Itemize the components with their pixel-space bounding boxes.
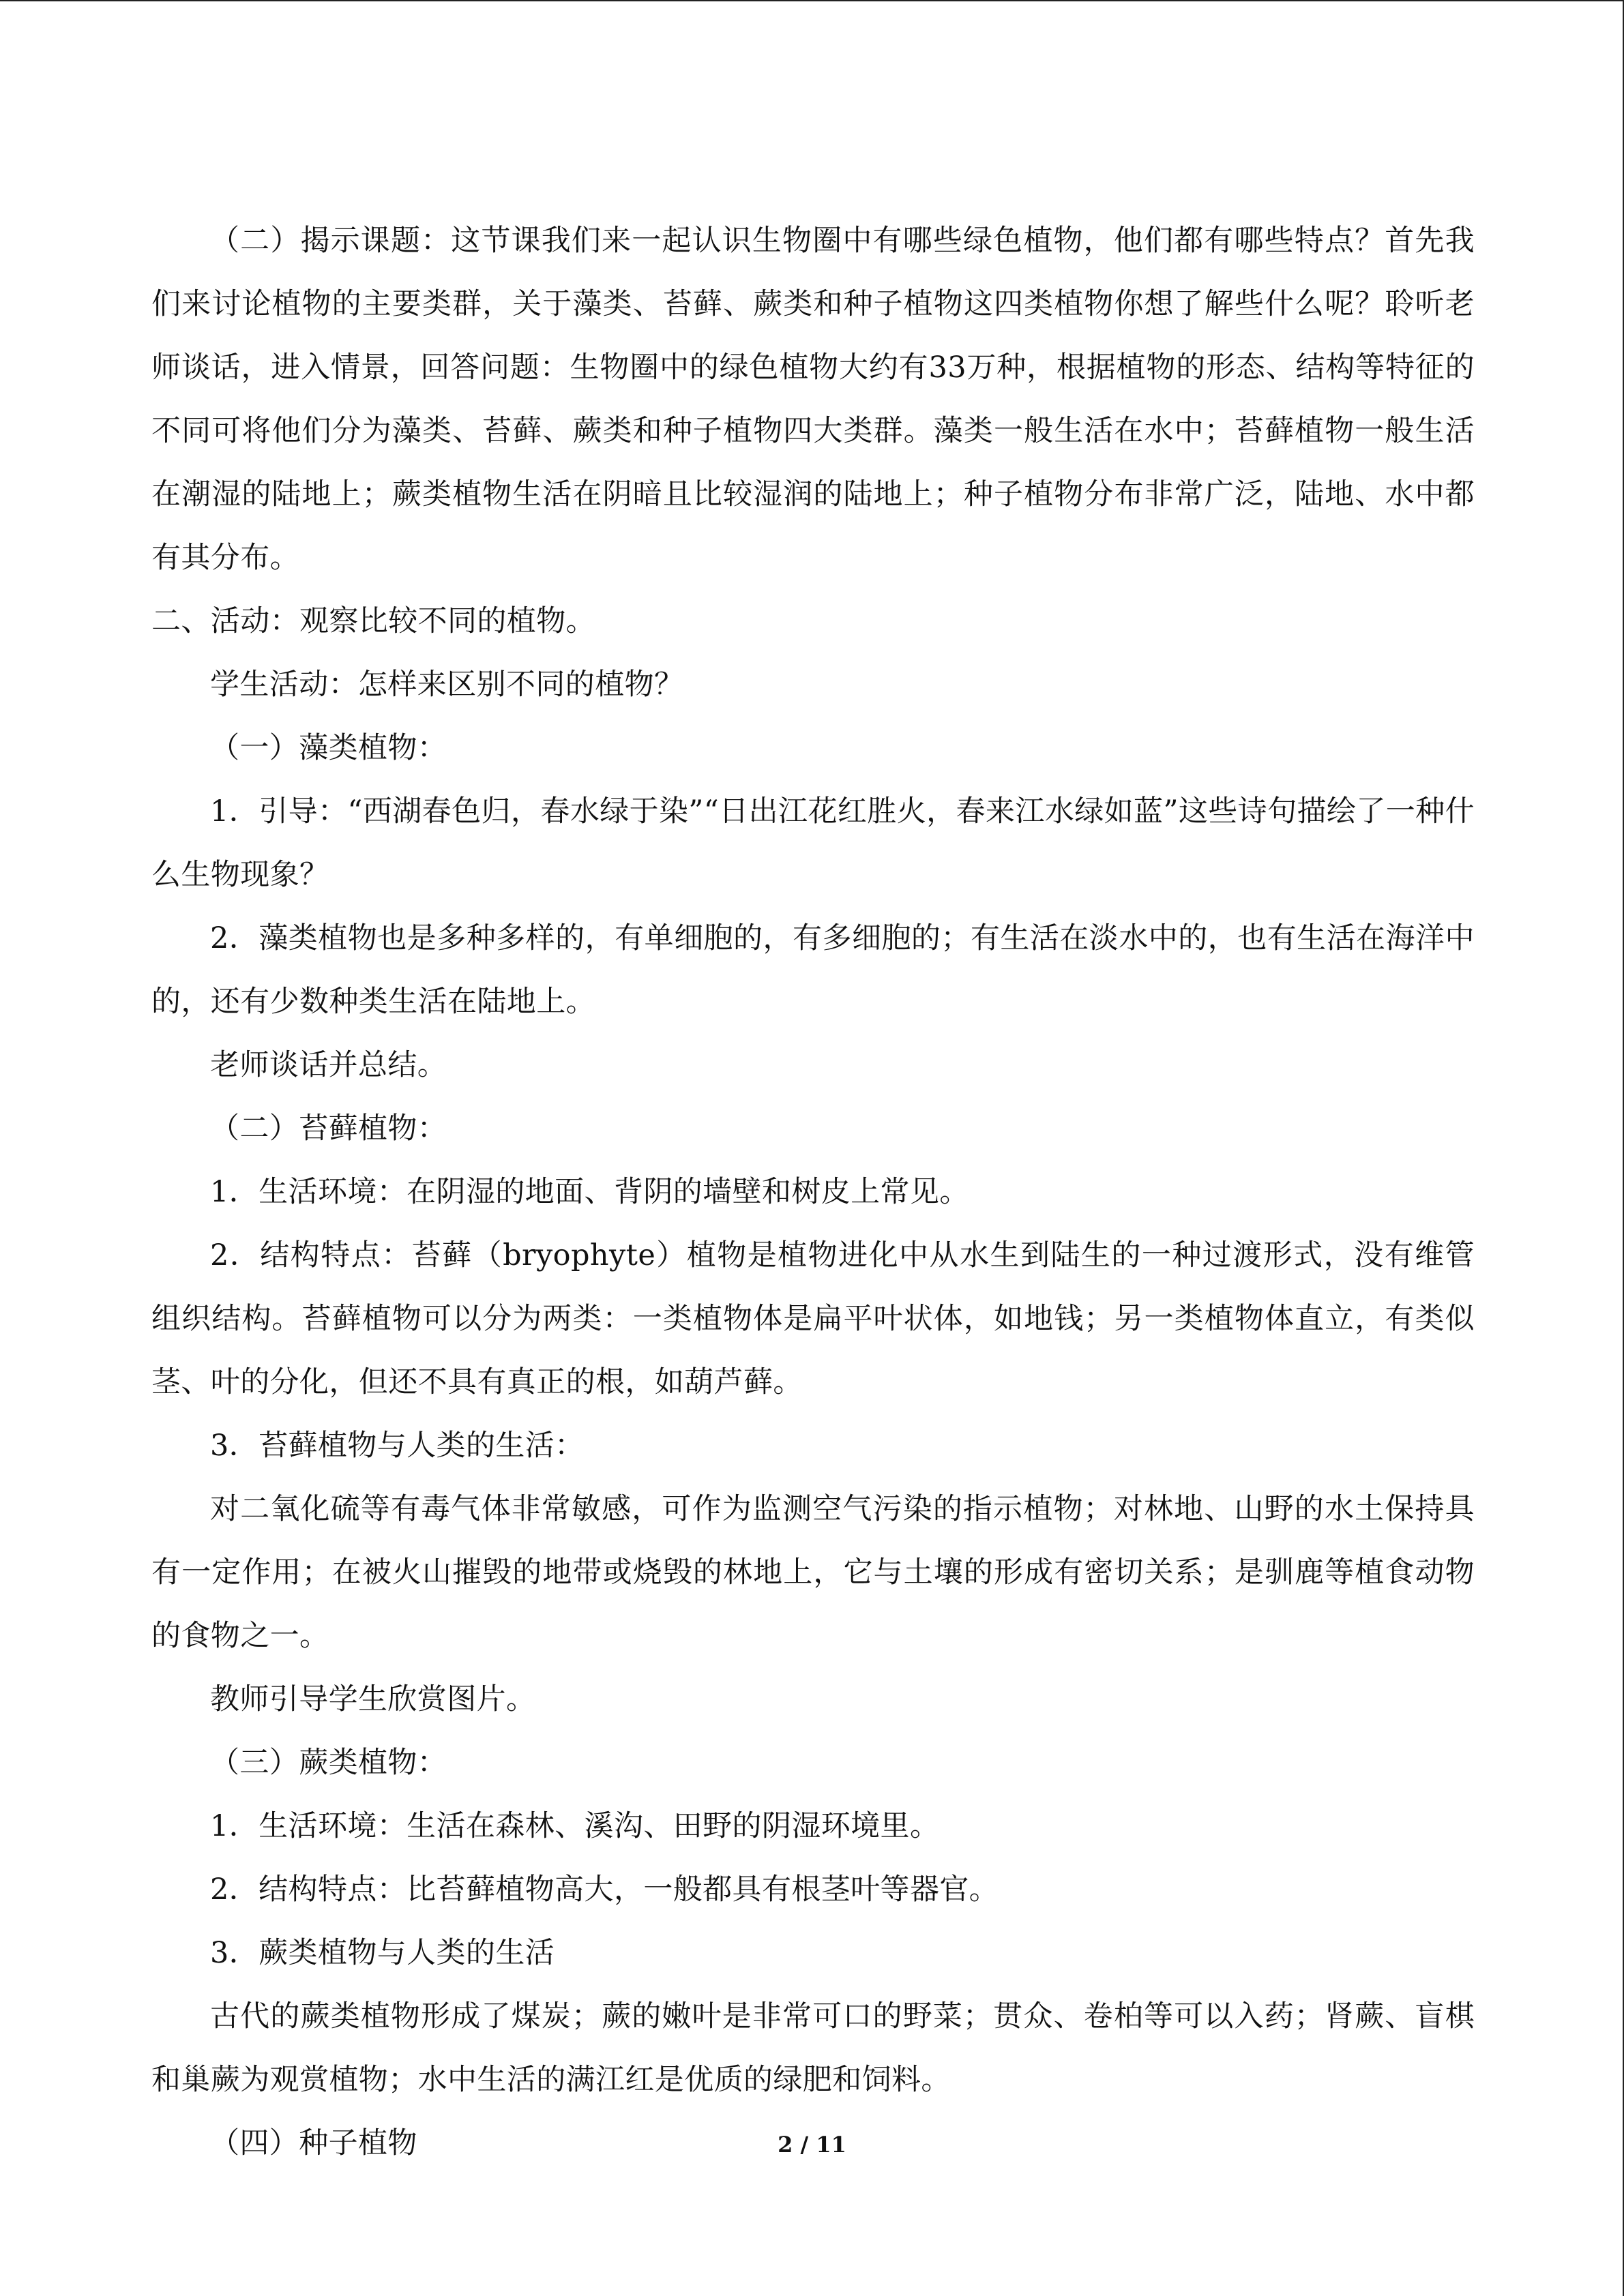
paragraph-algae-2: 2．藻类植物也是多种多样的，有单细胞的，有多细胞的；有生活在淡水中的，也有生活在海洋中的，还有少数种类生活在陆地上。 [151,921,1475,1019]
subheading-seed-plants: （四）种子植物 [210,2126,417,2160]
paragraph-fern-1: 1．生活环境：生活在森林、溪沟、田野的阴湿环境里。 [210,1809,940,1843]
paragraph-moss-2: 2．结构特点：苔藓（bryophyte）植物是植物进化中从水生到陆生的一种过渡形式，没有维管组织结构。苔藓植物可以分为两类：一类植物体是扁平叶状体，如地钱；另一类植物体直立，有类似茎、叶的分化，但还不具有真正的根，如葫芦藓。 [151,1238,1475,1399]
paragraph-reveal-topic: （二）揭示课题：这节课我们来一起认识生物圈中有哪些绿色植物，他们都有哪些特点？首先我们来讨论植物的主要类群，关于藻类、苔藓、蕨类和种子植物这四类植物你想了解些什么呢？聆听老师谈话，进入情景，回答问题：生物圈中的绿色植物大约有33万种，根据植物的形态、结构等特征的不同可将他们分为藻类、苔藓、蕨类和种子植物四大类群。藻类一般生活在水中；苔藓植物一般生活在潮湿的陆地上；蕨类植物生活在阴暗且比较湿润的陆地上；种子植物分布非常广泛，陆地、水中都有其分布。 [151,224,1475,575]
paragraph-teacher-summary: 老师谈话并总结。 [210,1048,447,1082]
heading-activity: 二、活动：观察比较不同的植物。 [151,604,595,638]
paragraph-fern-2: 2．结构特点：比苔藓植物高大，一般都具有根茎叶等器官。 [210,1873,999,1907]
paragraph-moss-uses: 对二氧化硫等有毒气体非常敏感，可作为监测空气污染的指示植物；对林地、山野的水土保持具有一定作用；在被火山摧毁的地带或烧毁的林地上，它与土壤的形成有密切关系；是驯鹿等植食动物的食物之一。 [151,1492,1475,1653]
paragraph-teacher-images: 教师引导学生欣赏图片。 [210,1682,536,1716]
subheading-moss: （二）苔藓植物： [210,1112,447,1146]
document-body [151,209,1475,2175]
paragraph-fern-uses: 古代的蕨类植物形成了煤炭；蕨的嫩叶是非常可口的野菜；贯众、卷柏等可以入药；肾蕨、盲棋和巢蕨为观赏植物；水中生活的满江红是优质的绿肥和饲料。 [151,1999,1475,2097]
paragraph-student-activity: 学生活动：怎样来区别不同的植物？ [210,668,684,702]
subheading-fern: （三）蕨类植物： [210,1746,447,1780]
paragraph-moss-3: 3．苔藓植物与人类的生活： [210,1429,585,1463]
paragraph-moss-1: 1．生活环境：在阴湿的地面、背阴的墙壁和树皮上常见。 [210,1175,969,1209]
page-number: 2 / 11 [778,2132,846,2158]
subheading-algae: （一）藻类植物： [210,731,447,765]
paragraph-algae-1: 1．引导：“西湖春色归，春水绿于染”“日出江花红胜火，春来江水绿如蓝”这些诗句描绘了一种什么生物现象？ [151,794,1475,892]
paragraph-fern-3: 3．蕨类植物与人类的生活 [210,1936,555,1970]
